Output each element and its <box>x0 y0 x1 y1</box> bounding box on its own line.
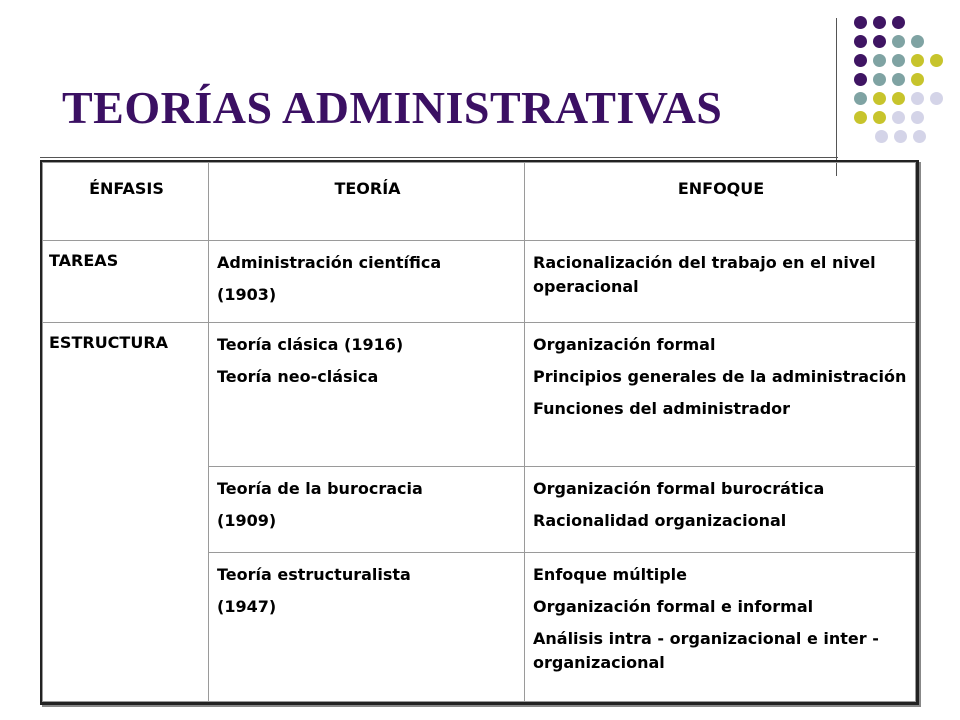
decorative-dot-icon <box>913 130 926 143</box>
decorative-dot-icon <box>873 73 886 86</box>
cell-emphasis-structure: ESTRUCTURA <box>43 323 209 702</box>
cell-approach <box>525 241 916 323</box>
decorative-dot-icon <box>854 35 867 48</box>
decorative-dot-icon <box>875 130 888 143</box>
cell-theory <box>209 467 525 553</box>
decorative-dot-icon <box>911 92 924 105</box>
decorative-dot-icon <box>911 73 924 86</box>
theories-table-frame <box>40 160 919 705</box>
decorative-dot-grid <box>850 16 950 156</box>
table-row <box>43 323 916 467</box>
vertical-divider-line <box>836 18 837 176</box>
decorative-dot-icon <box>911 54 924 67</box>
decorative-dot-icon <box>873 54 886 67</box>
header-emphasis: ÉNFASIS <box>43 163 209 241</box>
decorative-dot-icon <box>854 54 867 67</box>
decorative-dot-icon <box>873 92 886 105</box>
decorative-dot-icon <box>873 16 886 29</box>
cell-theory <box>209 241 525 323</box>
header-approach: ENFOQUE <box>525 163 916 241</box>
approach-line: Principios generales de la administración <box>533 367 907 386</box>
theory-line: Teoría de la burocracia <box>217 479 423 498</box>
theory-line: Teoría estructuralista <box>217 565 411 584</box>
decorative-dot-icon <box>854 73 867 86</box>
approach-line: Organización formal e informal <box>533 597 814 616</box>
theory-line: Teoría neo-clásica <box>217 367 379 386</box>
theory-line: Administración científica <box>217 253 442 272</box>
decorative-dot-icon <box>892 73 905 86</box>
theory-year: (1903) <box>217 285 277 304</box>
decorative-dot-icon <box>911 35 924 48</box>
cell-approach <box>525 323 916 467</box>
theory-year: (1947) <box>217 597 277 616</box>
cell-approach <box>525 553 916 702</box>
decorative-dot-icon <box>894 130 907 143</box>
decorative-dot-icon <box>854 111 867 124</box>
approach-line: Funciones del administrador <box>533 399 791 418</box>
decorative-dot-icon <box>873 35 886 48</box>
theories-table <box>42 162 916 702</box>
header-theory: TEORÍA <box>209 163 525 241</box>
approach-line: Organización formal <box>533 335 716 354</box>
decorative-dot-icon <box>911 111 924 124</box>
approach-line: Organización formal burocrática <box>533 479 825 498</box>
theory-year: (1909) <box>217 511 277 530</box>
approach-line: Racionalidad organizacional <box>533 511 787 530</box>
decorative-dot-icon <box>930 54 943 67</box>
decorative-dot-icon <box>892 35 905 48</box>
approach-line: Enfoque múltiple <box>533 565 688 584</box>
approach-line: Análisis intra - organizacional e inter - organizacional <box>533 629 879 672</box>
cell-approach <box>525 467 916 553</box>
decorative-dot-icon <box>892 16 905 29</box>
cell-theory <box>209 323 525 467</box>
decorative-dot-icon <box>854 16 867 29</box>
theory-line: Teoría clásica (1916) <box>217 335 404 354</box>
approach-line: Racionalización del trabajo en el nivel operacional <box>533 253 876 296</box>
decorative-dot-icon <box>892 92 905 105</box>
decorative-dot-icon <box>854 92 867 105</box>
horizontal-divider-line <box>40 157 838 158</box>
decorative-dot-icon <box>892 54 905 67</box>
table-row <box>43 241 916 323</box>
table-header-row <box>43 163 916 241</box>
decorative-dot-icon <box>930 92 943 105</box>
decorative-dot-icon <box>873 111 886 124</box>
cell-emphasis-tasks: TAREAS <box>43 241 209 323</box>
decorative-dot-icon <box>892 111 905 124</box>
cell-theory <box>209 553 525 702</box>
slide-title: TEORÍAS ADMINISTRATIVAS <box>62 82 723 133</box>
